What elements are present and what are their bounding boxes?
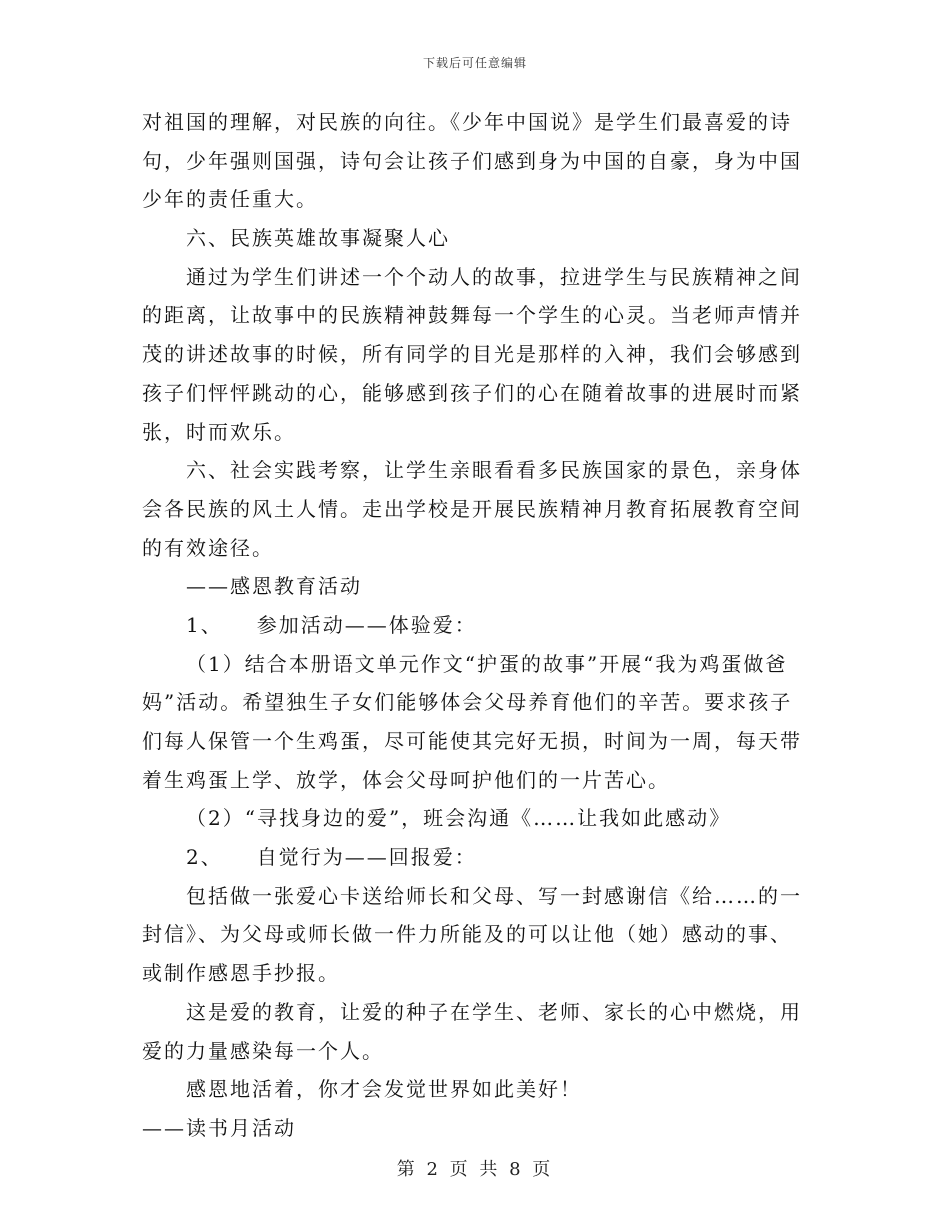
page-header: 下载后可任意编辑: [422, 56, 527, 70]
paragraph-line: 着生鸡蛋上学、放学，体会父母呵护他们的一片苦心。: [142, 767, 670, 792]
paragraph-line: 或制作感恩手抄报。: [142, 961, 340, 986]
paragraph-line: 们每人保管一个生鸡蛋，尽可能使其完好无损，时间为一周，每天带: [142, 729, 802, 753]
section-heading: 六、民族英雄故事凝聚人心: [186, 226, 450, 251]
paragraph-line: 张，时而欢乐。: [142, 419, 296, 444]
paragraph-line: 通过为学生们讲述一个个动人的故事，拉进学生与民族精神之间: [186, 264, 802, 289]
paragraph-line: 妈”活动。希望独生子女们能够体会父母养育他们的辛苦。要求孩子: [142, 690, 793, 715]
paragraph-line: 包括做一张爱心卡送给师长和父母、写一封感谢信《给……的一: [186, 883, 802, 908]
list-item: [142, 838, 812, 877]
paragraph-line: 会各民族的风土人情。走出学校是开展民族精神月教育拓展教育空间: [142, 496, 802, 521]
page-number: 第 2 页 共 8 页: [396, 1159, 554, 1180]
paragraph-line: 这是爱的教育，让爱的种子在学生、老师、家长的心中燃烧，用: [186, 999, 802, 1024]
paragraph-line: 对祖国的理解，对民族的向往。《少年中国说》是学生们最喜爱的诗: [142, 110, 792, 134]
paragraph-line: 的距离，让故事中的民族精神鼓舞每一个学生的心灵。当老师声情并: [142, 303, 802, 328]
section-heading: ——感恩教育活动: [186, 574, 362, 599]
paragraph-line: 爱的力量感染每一个人。: [142, 1038, 384, 1063]
list-item-number: 1、: [186, 612, 223, 637]
paragraph-line: 封信》、为父母或师长做一件力所能及的可以让他（她）感动的事、: [142, 922, 792, 947]
paragraph-line: （2）“寻找身边的爱”，班会沟通《……让我如此感动》: [186, 806, 732, 831]
document-body: [142, 103, 812, 1148]
paragraph-line: 少年的责任重大。: [142, 187, 318, 212]
paragraph-line: 感恩地活着，你才会发觉世界如此美好！: [186, 1077, 582, 1102]
list-item-text: 参加活动——体验爱：: [256, 612, 477, 637]
section-heading: ——读书月活动: [142, 1115, 296, 1140]
paragraph-line: 的有效途径。: [142, 535, 274, 560]
paragraph-line: 孩子们怦怦跳动的心，能够感到孩子们的心在随着故事的进展时而紧: [142, 380, 802, 405]
paragraph-line: （1）结合本册语文单元作文“护蛋的故事”开展“我为鸡蛋做爸: [186, 651, 788, 676]
list-item-text: 自觉行为——回报爱：: [256, 845, 477, 870]
paragraph-line: 茂的讲述故事的时候，所有同学的目光是那样的入神，我们会够感到: [142, 342, 802, 367]
paragraph-line: 句，少年强则国强，诗句会让孩子们感到身为中国的自豪，身为中国: [142, 148, 802, 173]
list-item: [142, 606, 812, 645]
paragraph-line: 六、社会实践考察，让学生亲眼看看多民族国家的景色，亲身体: [186, 458, 802, 483]
list-item-number: 2、: [186, 845, 223, 870]
